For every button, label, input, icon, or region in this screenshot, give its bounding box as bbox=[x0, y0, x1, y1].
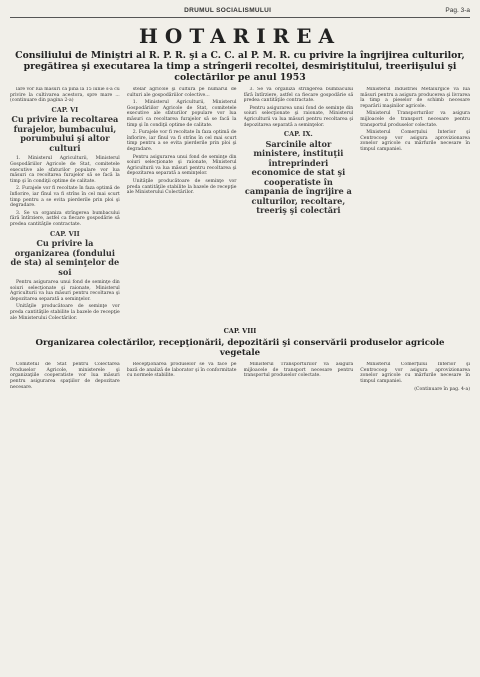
chapter-8-col-4 bbox=[360, 362, 470, 394]
chapter-7-paragraph: Pentru asigurarea unui fond de seminţe din soiuri selecţionate şi raionate, Ministerul Agriculturii va lua măsuri pentru recoltarea şi depozitarea separată a seminţelor. bbox=[10, 280, 120, 302]
chapter-6-paragraph: 3. Se va organiza strîngerea bumbacului fără întîrziere, astfel ca fiecare gospodărie să predea cantităţile contractate. bbox=[243, 87, 354, 104]
chapter-6-paragraph: 1. Ministerul Agriculturii, Ministerul Gospodăriilor Agricole de Stat, comitetele executive ale sfaturilor populare vor lua măsuri ca recoltarea furajelor să se facă la timp şi în condiţii optime de calitate. bbox=[126, 100, 237, 128]
chapter-8-col-1 bbox=[10, 362, 120, 394]
chapter-8-col-2 bbox=[127, 362, 237, 394]
column-1 bbox=[10, 87, 120, 323]
chapter-8-paragraph: Recepţionarea produselor se va face pe bază de analiză de laborator şi în conformitate cu normele stabilite. bbox=[126, 362, 237, 379]
chapter-7-title: Cu privire la organizarea (fondului de sta) al seminţelor de soi bbox=[10, 238, 120, 277]
chapter-9-paragraph: Ministerul Transporturilor va asigura mijloacele de transport necesare pentru transportul produselor colectate. bbox=[360, 111, 470, 128]
chapter-6-paragraph: 2. Furajele vor fi recoltate în faza optimă de înflorire, iar fînul va fi strîns în cel mai scurt timp pentru a se evita pierderile prin ploi şi degradare. bbox=[126, 130, 237, 152]
chapter-9-paragraph: Ministerul Industriei Metalurgice va lua măsuri pentru a asigura producerea şi livrarea la timp a pieselor de schimb necesare reparării maşinilor agricole. bbox=[360, 87, 470, 109]
newspaper-name: DRUMUL SOCIALISMULUI bbox=[184, 7, 272, 14]
continuation-note: (Continuare în pag. 4-a) bbox=[414, 386, 470, 392]
chapter-6-paragraph: 1. Ministerul Agriculturii, Ministerul Gospodăriilor Agricole de Stat, comitetele executive ale sfaturilor populare vor lua măsuri ca recoltarea furajelor să se facă la timp şi în condiţii optime de calitate. bbox=[10, 156, 120, 184]
chapter-9-paragraph: Ministerul Comerţului Interior şi Centrocoop vor asigura aprovizionarea zonelor agricole cu mărfurile necesare în timpul campaniei. bbox=[360, 362, 470, 385]
running-header bbox=[10, 6, 470, 18]
chapter-9-title: Sarcinile altor ministere, instituţii întreprinderi economice de stat şi cooperatiste în campania de îngrijire a culturilor, recoltare, treeriş şi colectări bbox=[244, 138, 352, 216]
chapter-7-paragraph: Unităţile producătoare de seminţe vor preda cantităţile stabilite la bazele de recepţie ale Ministerului Colectărilor. bbox=[10, 304, 120, 321]
chapter-6-title: Cu privire la recoltarea furajelor, bumbacului, porumbului şi altor culturi bbox=[11, 114, 119, 153]
chapter-9-paragraph: Ministerul Comerţului Interior şi Centrocoop vor asigura aprovizionarea zonelor agricole cu mărfurile necesare în timpul campaniei. bbox=[360, 130, 470, 152]
chapter-8-col-3 bbox=[244, 362, 354, 394]
chapter-8-paragraph: Comitetul de Stat pentru Colectarea Produselor Agricole, ministerele şi organizaţiile cooperatiste vor lua măsuri pentru asigurarea spaţiilor de depozitare necesare. bbox=[10, 362, 120, 390]
column-2 bbox=[127, 87, 237, 323]
chapter-6-paragraph: 3. Se va organiza strîngerea bumbacului fără întîrziere, astfel ca fiecare gospodărie să predea cantităţile contractate. bbox=[10, 210, 120, 227]
column-4 bbox=[360, 87, 470, 323]
intro-paragraph: stelăr agricole şi cultură pe numărul de culturi ale gospodăriilor colective... bbox=[126, 87, 237, 98]
chapter-7-paragraph: Pentru asigurarea unui fond de seminţe din soiuri selecţionate şi raionate, Ministerul Agriculturii va lua măsuri pentru recoltarea şi depozitarea separată a seminţelor. bbox=[126, 154, 237, 177]
page-number: Pag. 3-a bbox=[445, 7, 470, 14]
chapter-7-paragraph: Unităţile producătoare de seminţe vor preda cantităţile stabilite la bazele de recepţie ale Ministerului Colectărilor. bbox=[126, 178, 237, 196]
chapter-8-band bbox=[10, 327, 470, 394]
chapter-9-paragraph: Ministerul Transporturilor va asigura mijloacele de transport necesare pentru transportul produselor colectate. bbox=[243, 362, 354, 379]
chapter-6-label: CAP. VI bbox=[51, 105, 79, 114]
article-columns bbox=[10, 87, 470, 323]
page-title: HOTARIREA bbox=[139, 24, 341, 48]
chapter-8-label: CAP. VIII bbox=[223, 327, 257, 336]
chapter-6-paragraph: 2. Furajele vor fi recoltate în faza optimă de înflorire, iar fînul va fi strîns în cel mai scurt timp pentru a se evita pierderile prin ploi şi degradare. bbox=[10, 186, 120, 209]
intro-paragraph: lare vor lua măsuri ca pînă la 15 iunie s-a cu privire la cultivarea acestora, spre mare ... (continuare din pagina 2-a) bbox=[10, 87, 120, 104]
chapter-9-label: CAP. IX. bbox=[283, 130, 313, 139]
chapter-8-columns bbox=[10, 362, 470, 394]
chapter-7-label: CAP. VII bbox=[50, 229, 80, 238]
page-subtitle: Consiliului de Miniştri al R. P. R. şi a C. C. al P. M. R. cu privire la îngrijirea culturilor, pregătirea şi executarea la timp a strîngerii recoltei, desmiriştitului, treeriişului şi colectărilor pe anul 1953 bbox=[15, 50, 465, 83]
chapter-8-title: Organizarea colectărilor, recepţionării, depozitării şi conservării produselor agricole vegetale bbox=[35, 338, 445, 359]
column-3 bbox=[244, 87, 354, 323]
chapter-7-paragraph: Pentru asigurarea unui fond de seminţe din soiuri selecţionate şi raionate, Ministerul Agriculturii va lua măsuri pentru recoltarea şi depozitarea separată a seminţelor. bbox=[243, 105, 354, 128]
